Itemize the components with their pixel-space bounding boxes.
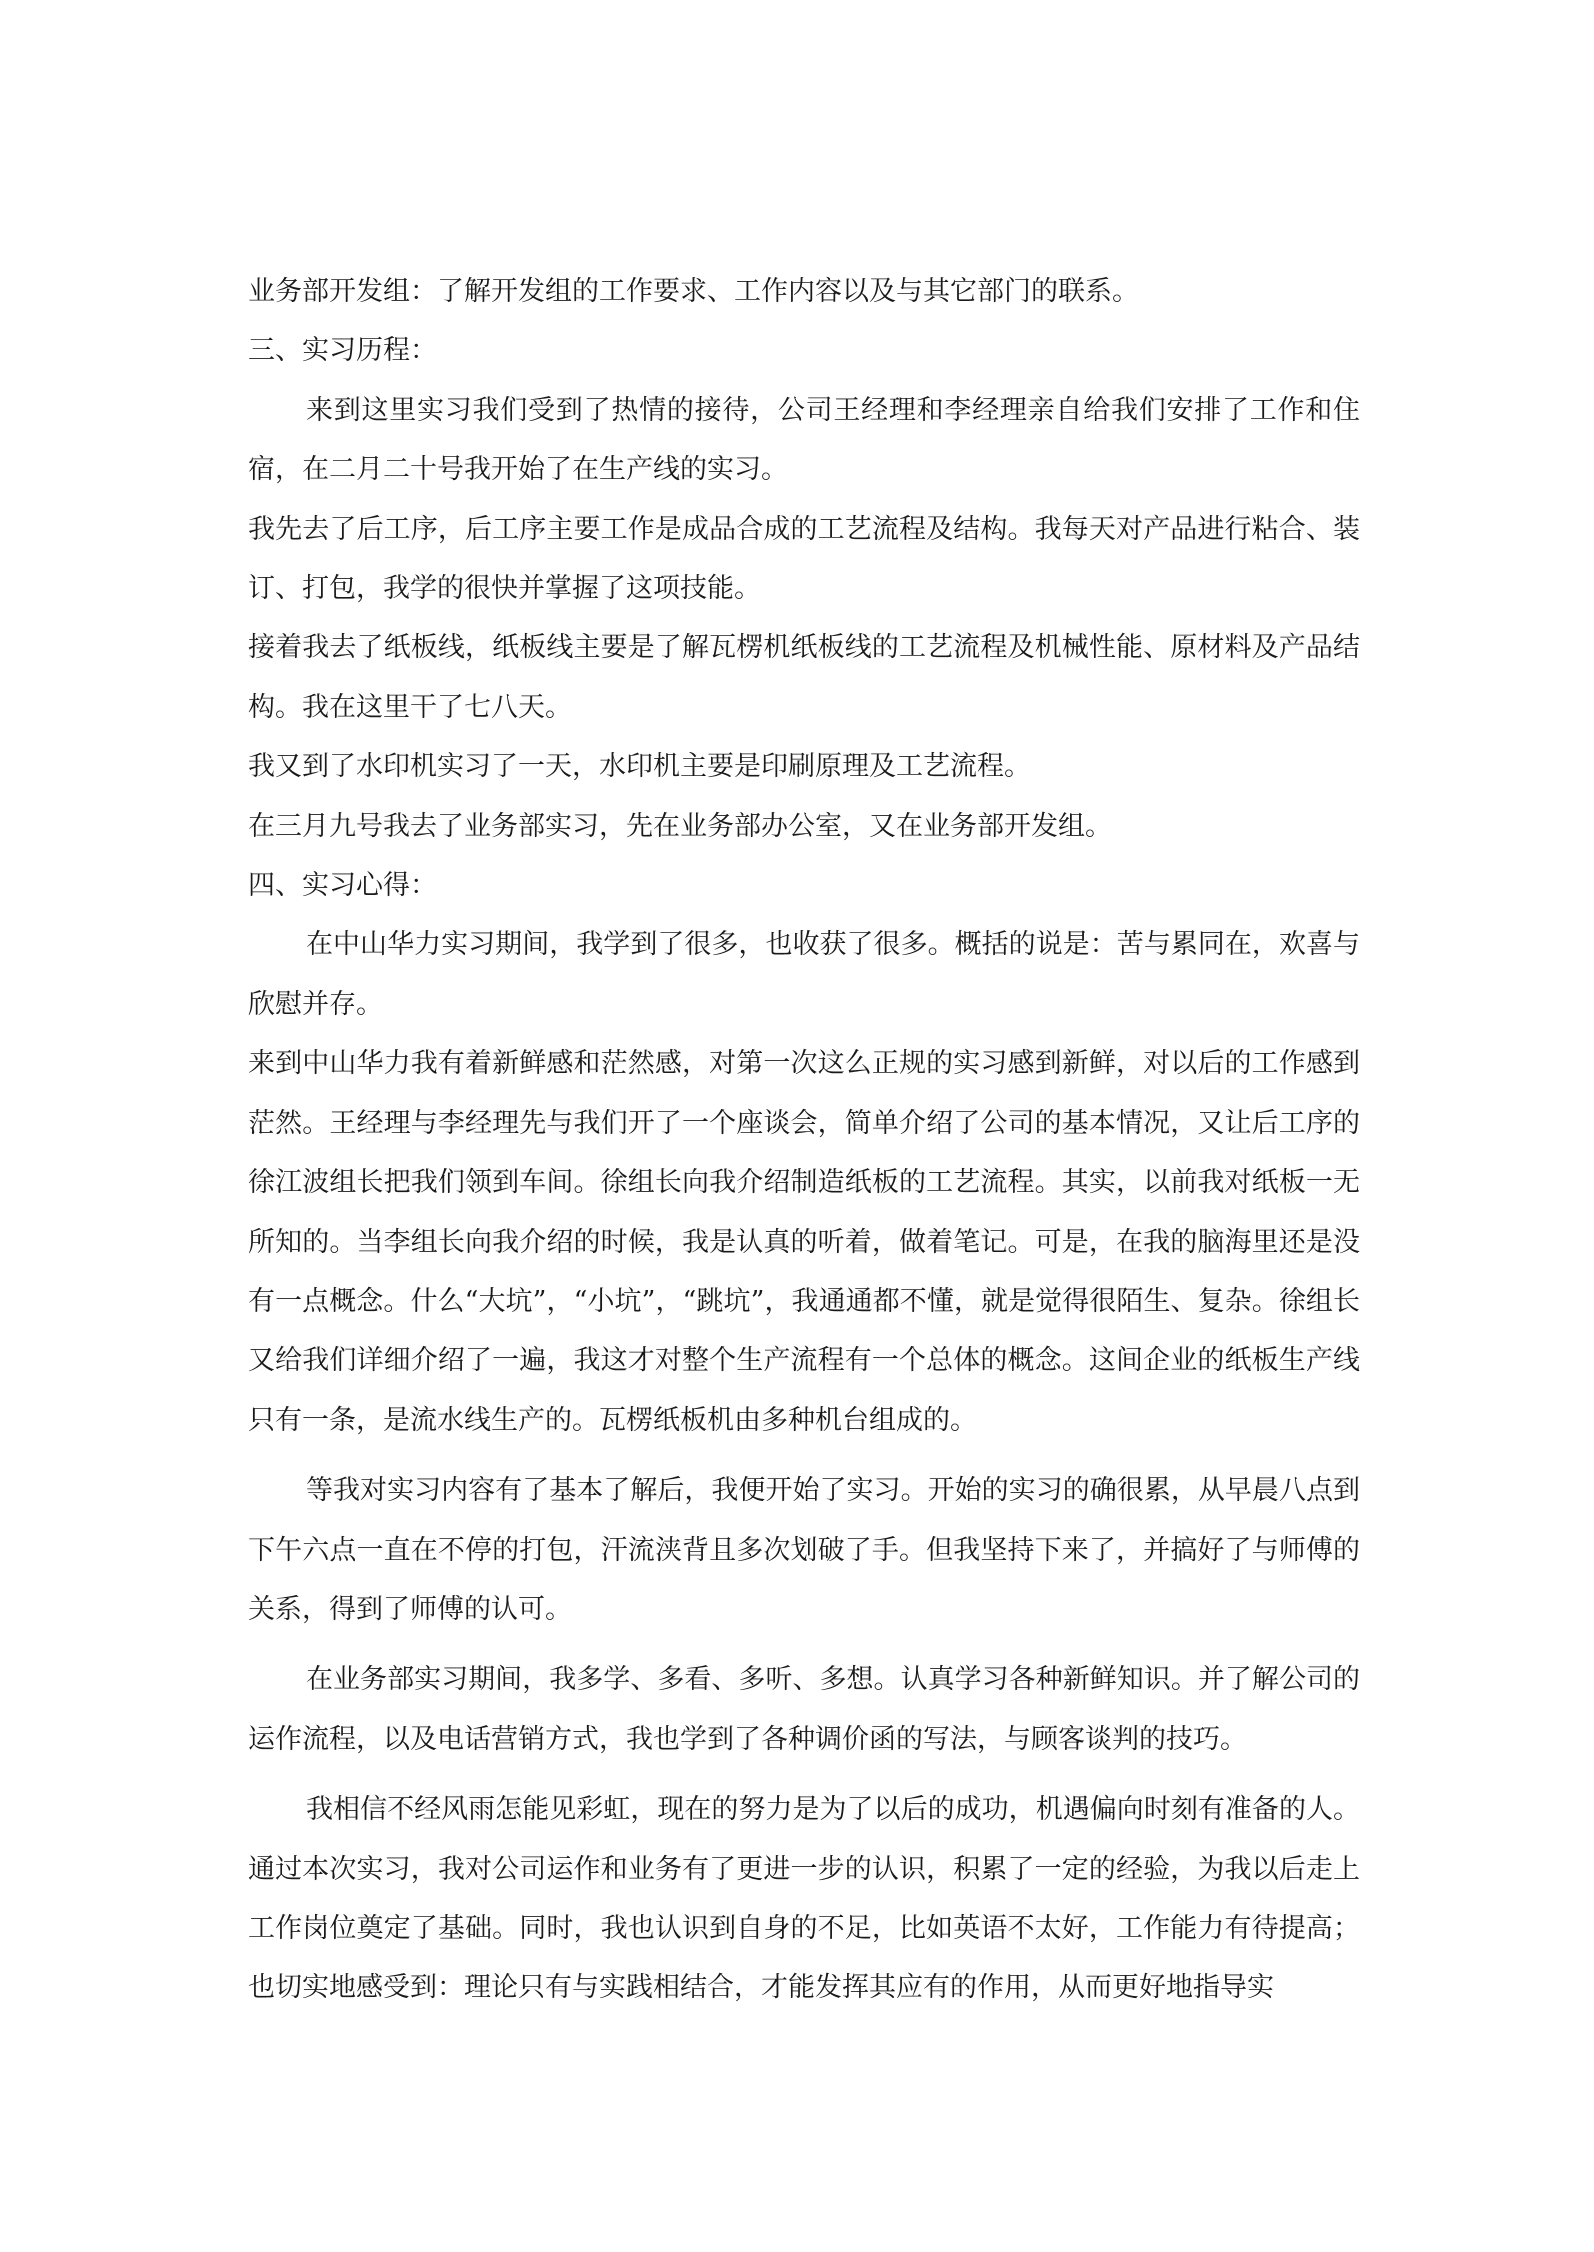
paragraph-arrival: 来到这里实习我们受到了热情的接待，公司王经理和李经理亲自给我们安排了工作和住宿，在二月二十号我开始了在生产线的实习。 — [248, 394, 1360, 486]
paragraph-post-process: 我先去了后工序，后工序主要工作是成品合成的工艺流程及结构。我每天对产品进行粘合、装订、打包，我学的很快并掌握了这项技能。 — [248, 513, 1360, 605]
paragraph-cardboard-line: 接着我去了纸板线，纸板线主要是了解瓦楞机纸板线的工艺流程及机械性能、原材料及产品结构。我在这里干了七八天。 — [248, 632, 1360, 723]
paragraph-dev-group: 业务部开发组：了解开发组的工作要求、工作内容以及与其它部门的联系。 — [248, 276, 1139, 307]
paragraph-hard-work: 等我对实习内容有了基本了解后，我便开始了实习。开始的实习的确很累，从早晨八点到下午六点一直在不停的打包，汗流浃背且多次划破了手。但我坚持下来了，并搞好了与师傅的关系，得到了师傅的认可。 — [248, 1475, 1360, 1625]
paragraph-business-learning: 在业务部实习期间，我多学、多看、多听、多想。认真学习各种新鲜知识。并了解公司的运作流程，以及电话营销方式，我也学到了各种调价函的写法，与顾客谈判的技巧。 — [248, 1664, 1360, 1755]
paragraph-first-impressions: 来到中山华力我有着新鲜感和茫然感，对第一次这么正规的实习感到新鲜，对以后的工作感到茫然。王经理与李经理先与我们开了一个座谈会，简单介绍了公司的基本情况，又让后工序的徐江波组长把我们领到车间。徐组长向我介绍制造纸板的工艺流程。其实，以前我对纸板一无所知的。当李组长向我介绍的时候，我是认真的听着，做着笔记。可是，在我的脑海里还是没有一点概念。什么“大坑”，“小坑”，“跳坑”，我通通都不懂，就是觉得很陌生、复杂。徐组长又给我们详细介绍了一遍，我这才对整个生产流程有一个总体的概念。这间企业的纸板生产线只有一条，是流水线生产的。瓦楞纸板机由多种机台组成的。 — [248, 1048, 1360, 1436]
paragraph-business-dept: 在三月九号我去了业务部实习，先在业务部办公室，又在业务部开发组。 — [248, 810, 1112, 842]
paragraph-conclusion: 我相信不经风雨怎能见彩虹，现在的努力是为了以后的成功，机遇偏向时刻有准备的人。通过本次实习，我对公司运作和业务有了更进一步的认识，积累了一定的经验，为我以后走上工作岗位奠定了基础。同时，我也认识到自身的不足，比如英语不太好，工作能力有待提高；也切实地感受到：理论只有与实践相结合，才能发挥其应有的作用，从而更好地指导实 — [248, 1794, 1360, 2004]
paragraph-summary: 在中山华力实习期间，我学到了很多，也收获了很多。概括的说是：苦与累同在，欢喜与欣慰并存。 — [248, 929, 1360, 1020]
heading-internship-experience: 四、实习心得： — [248, 870, 437, 902]
document-body — [248, 262, 1360, 2018]
heading-internship-process: 三、实习历程： — [248, 335, 437, 367]
paragraph-printing-machine: 我又到了水印机实习了一天，水印机主要是印刷原理及工艺流程。 — [248, 751, 1031, 783]
